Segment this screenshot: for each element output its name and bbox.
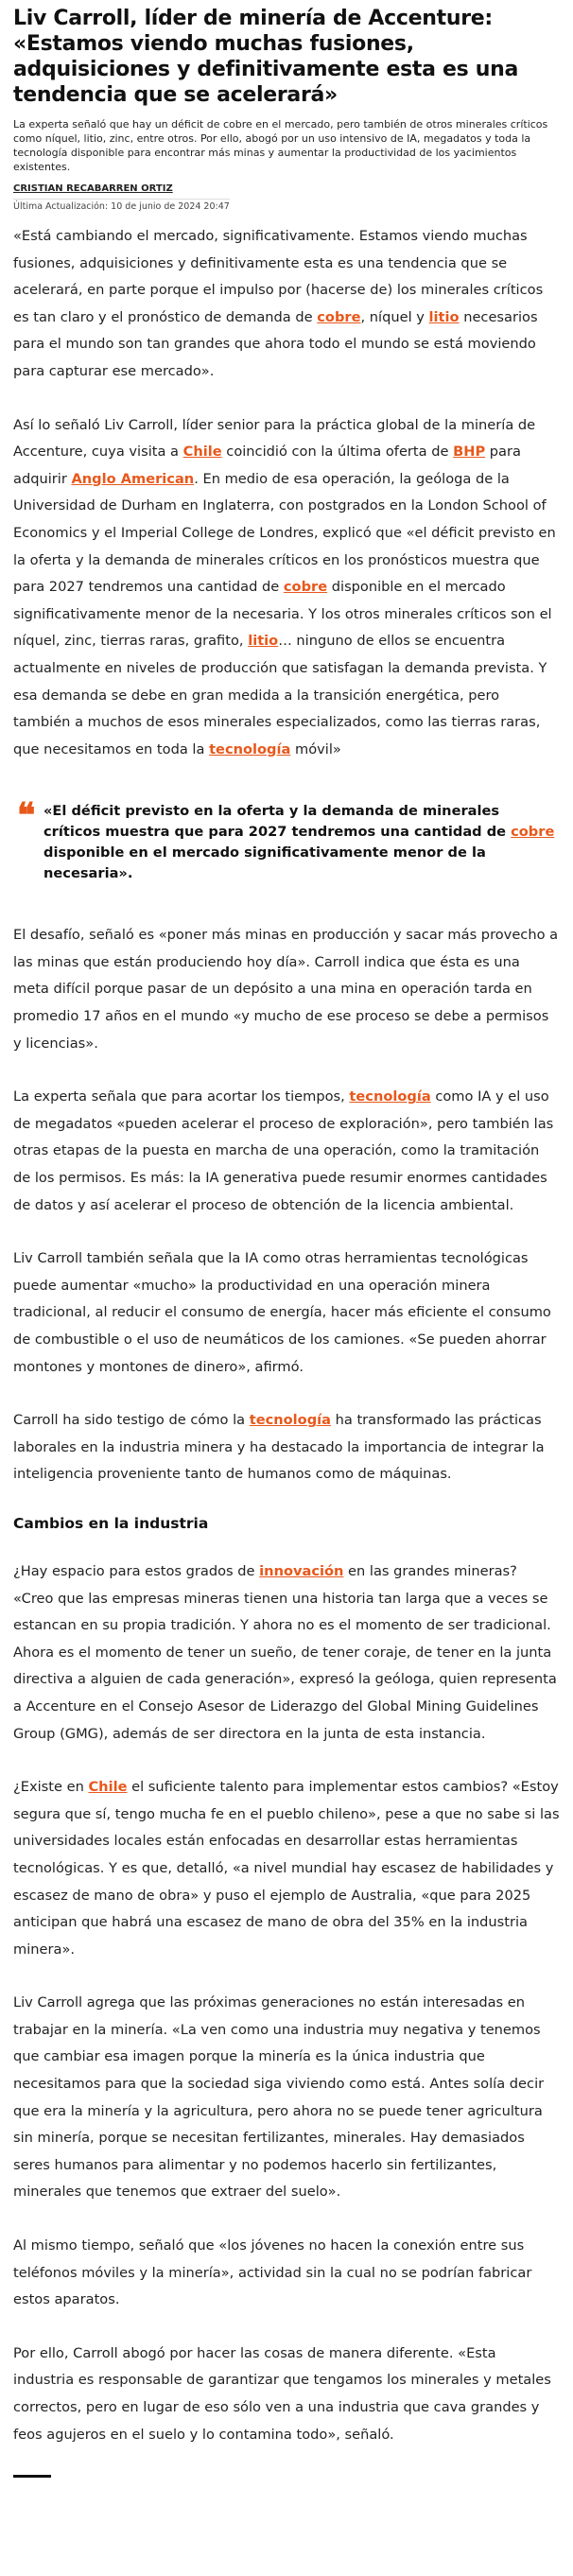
paragraph-11: Por ello, Carroll abogó por hacer las cosas de manera diferente. «Esta industria es responsable de garantizar que tengamos los minerales y metales correctos, pero en lugar de eso sólo ven a una industria que cava grandes y feos agujeros en el suelo y lo contamina todo», señaló. <box>13 2344 551 2443</box>
tag-link-anglo-american[interactable]: Anglo American <box>71 470 195 487</box>
tag-link-chile[interactable]: Chile <box>88 1779 128 1796</box>
article-body <box>13 223 560 2448</box>
tag-link-bhp[interactable]: BHP <box>453 444 486 461</box>
text: disponible en el mercado significativamente menor de la necesaria. Y los otros minerales críticos son el níquel, zinc, tierras raras, grafito, <box>13 579 552 650</box>
tag-link-tecnologia[interactable]: tecnología <box>349 1088 431 1105</box>
text: el suficiente talento para implementar estos cambios? «Estoy segura que sí, tengo mucha fe en el pueblo chileno», pese a que no sabe si las universidades locales están enfocadas en desarrollar estas herramientas tecnológicas. Y es que, detalló, «a nivel mundial hay escasez de habilidades y escasez de mano de obra» y puso el ejemplo de Australia, «que para 2025 anticipan que habrá una escasez de mano de obra del 35% en la industria minera». <box>13 1779 560 1958</box>
text: disponible en el mercado significativamente menor de la necesaria». <box>43 844 486 882</box>
text: , níquel y <box>360 308 429 325</box>
paragraph-8 <box>13 1774 560 1963</box>
tag-link-cobre[interactable]: cobre <box>317 308 361 325</box>
paragraph-2 <box>13 412 560 764</box>
text: La experta señala que para acortar los tiempos, <box>13 1088 350 1105</box>
end-divider <box>13 2475 51 2478</box>
text: ¿Hay espacio para estos grados de <box>13 1562 260 1579</box>
text: Así lo señaló Liv Carroll, líder senior para la práctica global de la minería de Accenture, cuya visita a <box>13 416 536 461</box>
text: ha transformado las prácticas laborales en la industria minera y ha destacado la importancia de integrar la inteligencia proveniente tanto de humanos como de máquinas. <box>13 1412 545 1483</box>
paragraph-1 <box>13 223 560 386</box>
text: móvil» <box>290 740 341 757</box>
quote-mark-icon: ❝ <box>17 795 36 836</box>
tag-link-tecnologia[interactable]: tecnología <box>249 1412 331 1429</box>
text: Carroll ha sido testigo de cómo la <box>13 1412 250 1429</box>
tag-link-cobre[interactable]: cobre <box>511 824 555 841</box>
tag-link-innovacion[interactable]: innovación <box>259 1562 344 1579</box>
article-title: Liv Carroll, líder de minería de Accenture: «Estamos viendo muchas fusiones, adquisiciones y definitivamente esta es una tendencia que se acelerará» <box>13 7 519 107</box>
tag-link-cobre[interactable]: cobre <box>283 579 328 596</box>
paragraph-5: Liv Carroll también señala que la IA como otras herramientas tecnológicas puede aumentar «mucho» la productividad en una operación minera tradicional, al reducir el consumo de energía, hacer más eficiente el consumo de combustible o el uso de neumáticos de los camiones. «Se pueden ahorrar montones y montones de dinero», afirmó. <box>13 1250 551 1375</box>
text: como IA y el uso de megadatos «pueden acelerar el proceso de exploración», pero también las otras etapas de la puesta en marcha de una operación, como la tramitación de los permisos. Es más: la IA generativa puede resumir enormes cantidades de datos y así acelerar el proceso de obtención de la licencia ambiental. <box>13 1088 554 1213</box>
text: … ninguno de ellos se encuentra actualmente en niveles de producción que satisfagan la demanda prevista. Y esa demanda se debe en gran medida a la transición energética, pero también a muchos de esos minerales especializados, como las tierras raras, que necesitamos en toda la <box>13 633 547 757</box>
text: para adquirir <box>13 444 521 487</box>
text: necesarios para el mundo son tan grandes que ahora todo el mundo se está moviendo para capturar ese mercado». <box>13 308 538 379</box>
paragraph-10: Al mismo tiempo, señaló que «los jóvenes no hacen la conexión entre sus teléfonos móviles y la minería», actividad sin la cual no se podrían fabricar estos aparatos. <box>13 2237 532 2308</box>
paragraph-7 <box>13 1558 560 1748</box>
text: «El déficit previsto en la oferta y la demanda de minerales críticos muestra que para 2027 tendremos una cantidad de <box>43 803 512 841</box>
tag-link-tecnologia[interactable]: tecnología <box>209 740 291 757</box>
tag-link-chile[interactable]: Chile <box>182 444 222 461</box>
pull-quote <box>13 795 560 884</box>
text: . En medio de esa operación, la geóloga de la Universidad de Durham en Inglaterra, con postgrados en la London School of Economics y el Imperial College de Londres, explicó que «el déficit previsto en la oferta y la demanda de minerales críticos en los pronósticos muestra que para 2027 tendremos una cantidad de <box>13 470 556 596</box>
text: en las grandes mineras? «Creo que las empresas mineras tienen una historia tan larga que a veces se estancan en su propia tradición. Y ahora no es el momento de ser tradicional. Ahora es el momento de tener un sueño, de tener coraje, de tener en la junta directiva a alguien de cada generación», expresó la geóloga, quien representa a Accenture en el Consejo Asesor de Liderazgo del Global Mining Guidelines Group (GMG), además de ser directora en la junta de esta instancia. <box>13 1562 557 1742</box>
tag-link-litio[interactable]: litio <box>428 308 460 325</box>
last-updated: Última Actualización: 10 de junio de 2024 20:47 <box>13 199 230 212</box>
paragraph-9: Liv Carroll agrega que las próximas generaciones no están interesadas en trabajar en la minería. «La ven como una industria muy negativa y tenemos que cambiar esa imagen porque la minería es la única industria que necesitamos para que la sociedad siga viviendo como está. Antes solía decir que era la minería y la agricultura, pero ahora no se puede tener agricultura sin minería, porque se necesitan fertilizantes, minerales. Hay demasiados seres humanos para alimentar y no podemos hacerlo sin fertilizantes, minerales que tenemos que extraer del suelo». <box>13 1994 545 2201</box>
pull-quote-text <box>43 801 560 884</box>
text: ¿Existe en <box>13 1779 89 1796</box>
article <box>0 6 573 2478</box>
text: «Está cambiando el mercado, significativamente. Estamos viendo muchas fusiones, adquisiciones y definitivamente esta es una tendencia que se acelerará, en parte porque el impulso por (hacerse de) los minerales críticos es tan claro y el pronóstico de demanda de <box>13 228 544 325</box>
paragraph-4 <box>13 1084 560 1219</box>
section-heading: Cambios en la industria <box>13 1514 209 1532</box>
article-lead: La experta señaló que hay un déficit de cobre en el mercado, pero también de otros minerales críticos como níquel, litio, zinc, entre otros. Por ello, abogó por un uso intensivo de IA, megadatos y toda la tecnología disponible para encontrar más minas y aumentar la productividad de los yacimientos existentes. <box>13 118 548 173</box>
paragraph-6 <box>13 1407 560 1488</box>
text: coincidió con la última oferta de <box>221 444 454 461</box>
tag-link-litio[interactable]: litio <box>248 633 279 650</box>
author-link[interactable]: CRISTIAN RECABARREN ORTIZ <box>13 183 173 194</box>
paragraph-3: El desafío, señaló es «poner más minas en producción y sacar más provecho a las minas que están produciendo hoy día». Carroll indica que ésta es una meta difícil porque pasar de un depósito a una mina en operación tarda en promedio 17 años en el mundo «y mucho de ese proceso se debe a permisos y licencias». <box>13 927 559 1052</box>
